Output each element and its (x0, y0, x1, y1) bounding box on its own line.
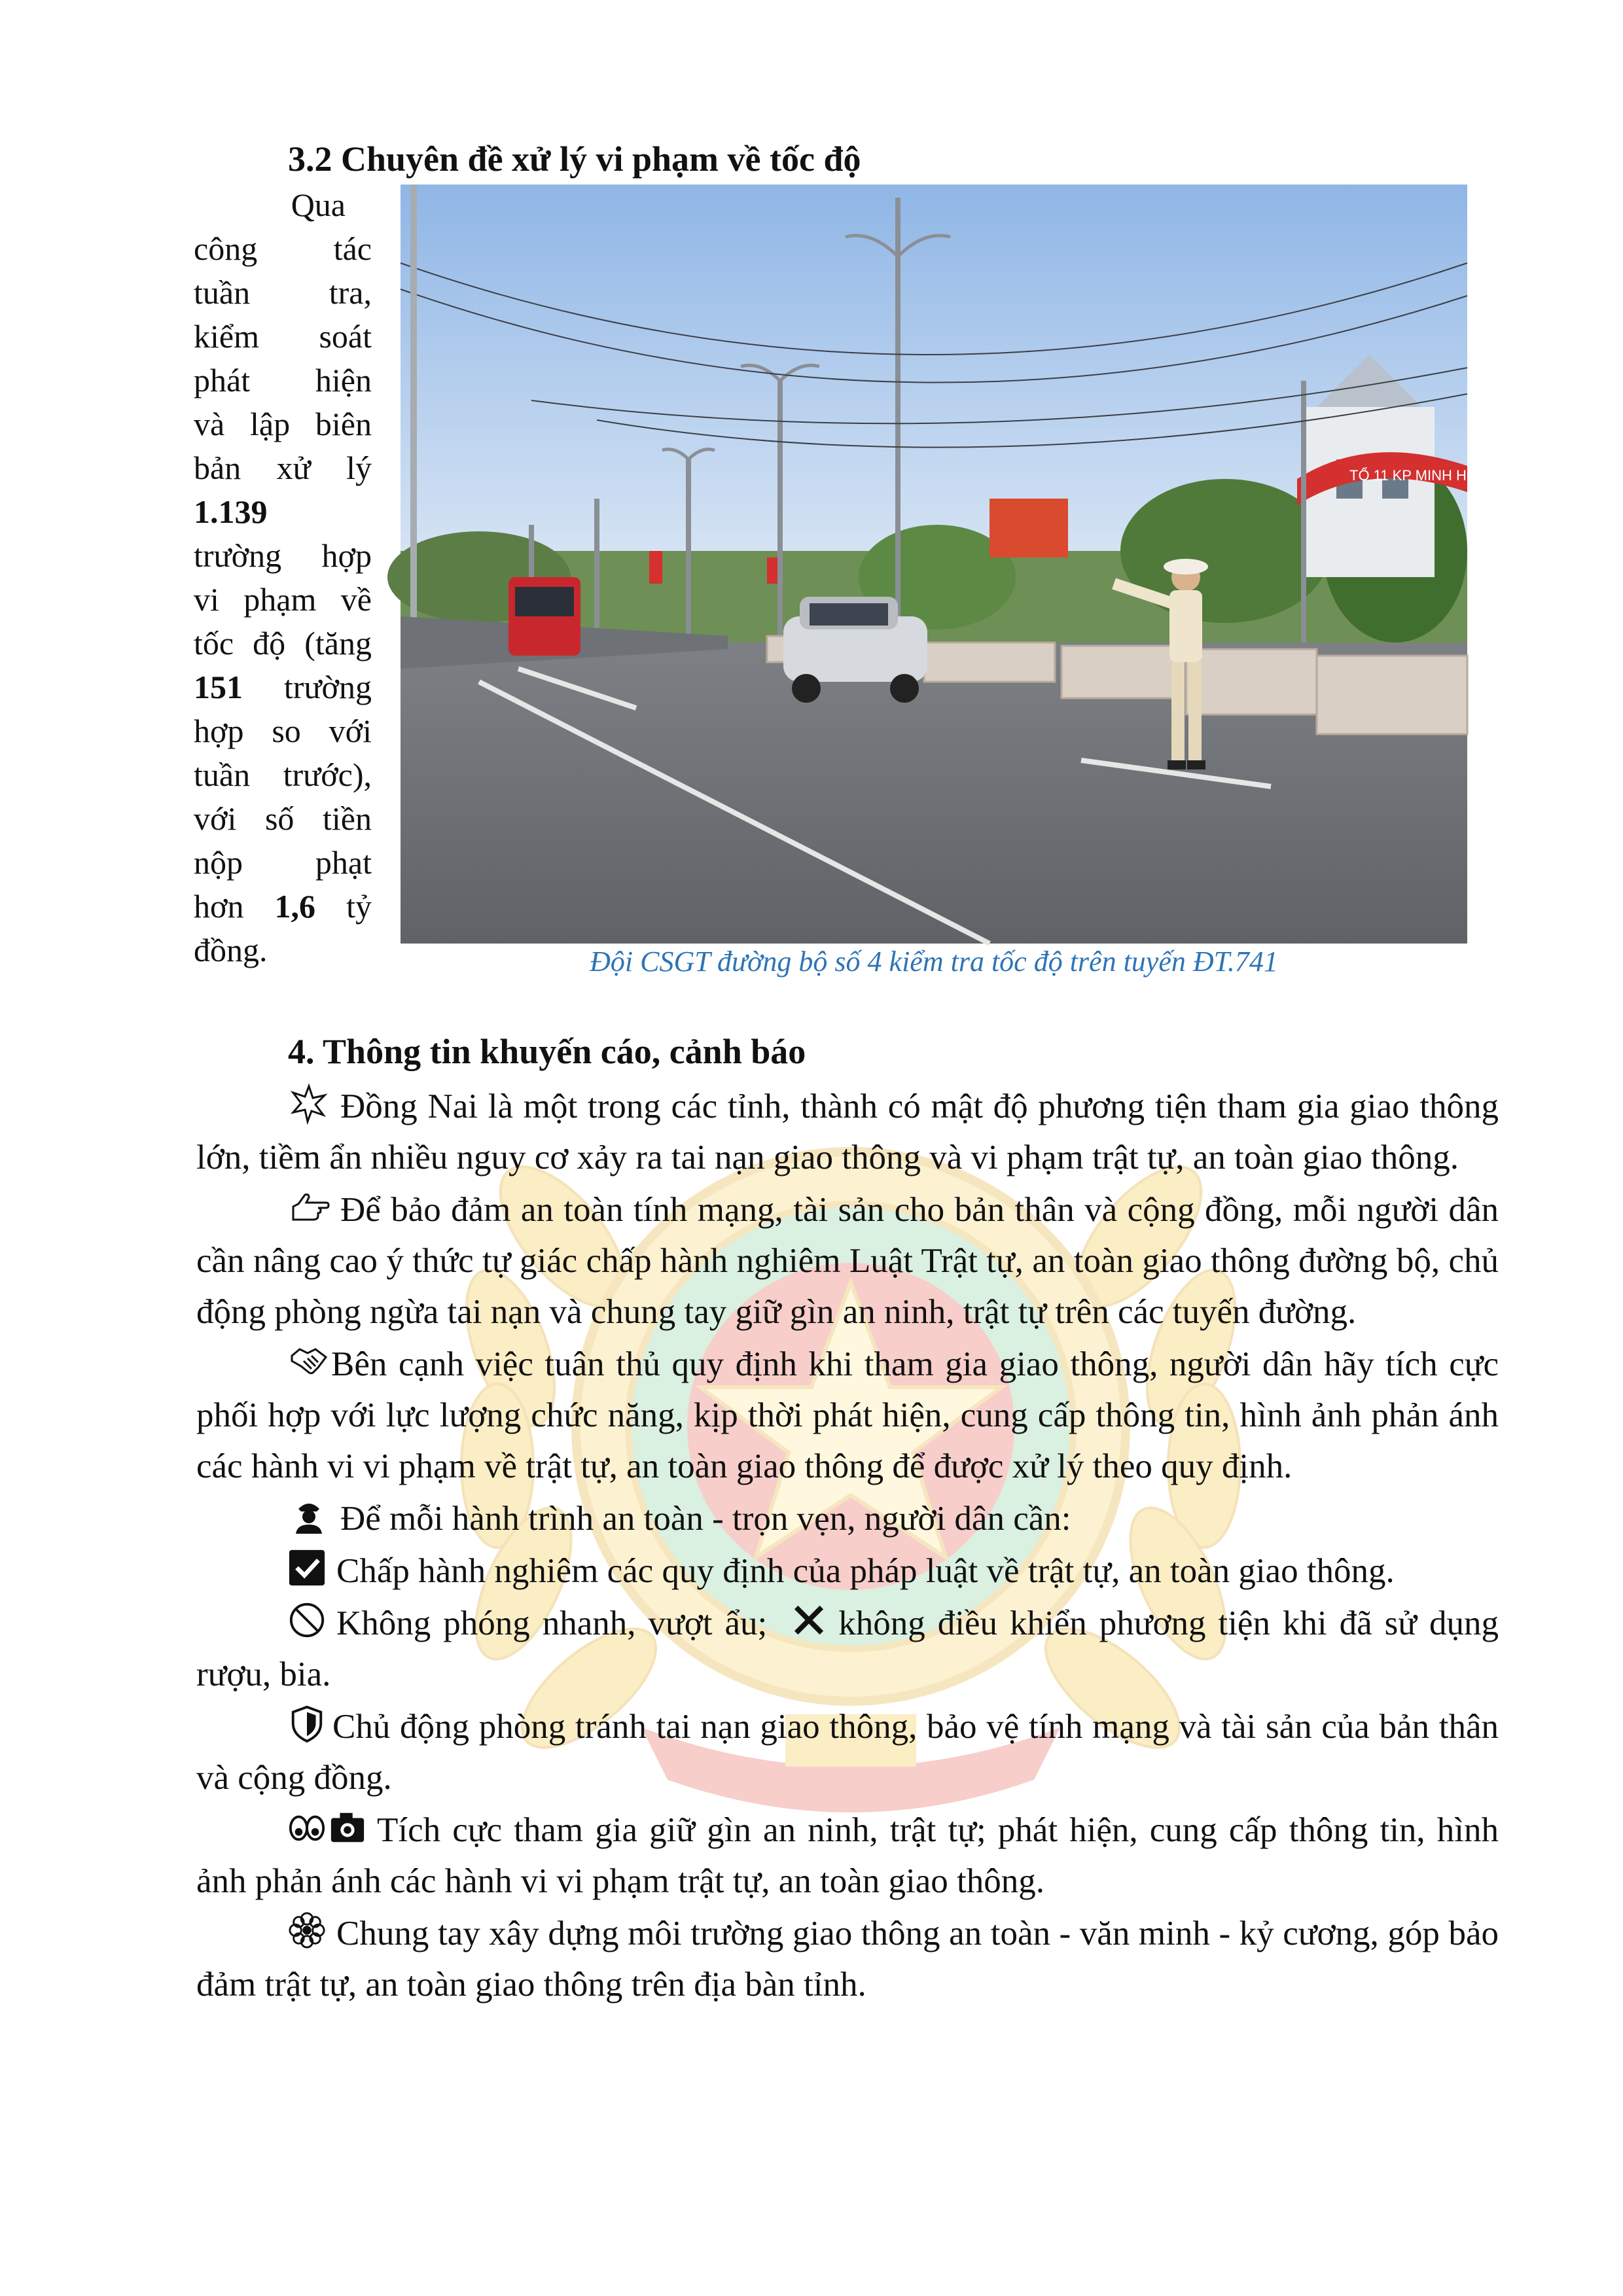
pointing-hand-icon (288, 1187, 330, 1226)
paragraph-text: Đồng Nai là một trong các tỉnh, thành có mật độ phương tiện tham gia giao thông lớn, tiềm ẩn nhiều nguy cơ xảy ra tai nạn giao thông và vi phạm trật tự, an toàn giao thông. (196, 1087, 1499, 1176)
cross-icon (790, 1600, 828, 1640)
handshake-icon (288, 1341, 330, 1381)
paragraph-text: Tích cực tham gia giữ gìn an ninh, trật tự; phát hiện, cung cấp thông tin, hình ảnh phản ánh các hành vi vi phạm trật tự, an toàn giao thông. (196, 1811, 1499, 1900)
advisory-paragraph (196, 1545, 1499, 1597)
sparkle-icon (288, 1084, 330, 1123)
flower-icon (288, 1911, 326, 1950)
summary-line: với số tiền (194, 800, 372, 837)
summary-line: công tác (194, 230, 372, 267)
advisory-paragraph (196, 1701, 1499, 1803)
summary-line-bold: 1.139 (194, 493, 268, 530)
paragraph-text: Để bảo đảm an toàn tính mạng, tài sản cho bản thân và cộng đồng, mỗi người dân cần nâng cao ý thức tự giác chấp hành nghiêm Luật Trật tự, an toàn giao thông đường bộ, chủ động phòng ngừa tai nạn và chung tay giữ gìn an ninh, trật tự trên các tuyến đường. (196, 1191, 1499, 1331)
paragraph-text: Bên cạnh việc tuân thủ quy định khi tham gia giao thông, người dân hãy tích cực phối hợp với lực lượng chức năng, kịp thời phát hiện, cung cấp thông tin, hình ảnh phản ánh các hành vi vi phạm về trật tự, an toàn giao thông để được xử lý theo quy định. (196, 1345, 1499, 1485)
summary-line: vi phạm về (194, 581, 372, 618)
shield-icon (288, 1704, 326, 1743)
advisory-body (196, 1081, 1499, 2010)
photo-caption: Đội CSGT đường bộ số 4 kiểm tra tốc độ trên tuyến ĐT.741 (590, 945, 1278, 978)
summary-line: 151 trường (194, 669, 372, 705)
section-4-heading: 4. Thông tin khuyến cáo, cảnh báo (288, 1032, 806, 1071)
paragraph-text: Chủ động phòng tránh tai nạn giao thông, bảo vệ tính mạng và tài sản của bản thân và cộng đồng. (196, 1708, 1499, 1797)
traffic-police-icon (288, 1496, 330, 1535)
summary-line: tốc độ (tăng (194, 625, 372, 662)
no-entry-icon (288, 1600, 326, 1640)
section-3-2-heading: 3.2 Chuyên đề xử lý vi phạm về tốc độ (288, 139, 861, 179)
advisory-paragraph (196, 1081, 1499, 1183)
banner-text: TỔ 11 KP MINH HÒA (1349, 467, 1488, 484)
summary-line: Qua (291, 186, 346, 223)
summary-line: kiểm soát (194, 318, 372, 355)
check-box-icon (288, 1548, 326, 1587)
advisory-paragraph (196, 1184, 1499, 1337)
paragraph-text-2: không điều khiển phương tiện khi đã sử dụng rượu, bia. (196, 1604, 1499, 1693)
advisory-paragraph (196, 1493, 1499, 1544)
summary-line: bản xử lý (194, 450, 372, 486)
paragraph-text: Không phóng nhanh, vượt ẩu; (336, 1604, 768, 1642)
traffic-police-photo (401, 185, 1488, 944)
paragraph-text: Chung tay xây dựng môi trường giao thông an toàn - văn minh - kỷ cương, góp bảo đảm trật tự, an toàn giao thông trên địa bàn tỉnh. (196, 1915, 1499, 2004)
summary-line: tuần tra, (194, 274, 372, 311)
summary-line: phát hiện (194, 362, 372, 398)
paragraph-text: Chấp hành nghiêm các quy định của pháp luật về trật tự, an toàn giao thông. (336, 1552, 1395, 1590)
advisory-paragraph (196, 1339, 1499, 1492)
advisory-paragraph (196, 1598, 1499, 1700)
advisory-paragraph (196, 1908, 1499, 2010)
camera-icon (329, 1807, 366, 1846)
eyes-icon (288, 1807, 326, 1846)
paragraph-text: Để mỗi hành trình an toàn - trọn vẹn, người dân cần: (340, 1500, 1071, 1538)
summary-line: tuần trước), (194, 756, 372, 793)
summary-line: hợp so với (194, 713, 372, 749)
summary-line: hơn 1,6 tỷ (194, 888, 372, 925)
summary-line: nộp phạt (194, 844, 372, 881)
advisory-paragraph (196, 1805, 1499, 1907)
summary-line: và lập biên (194, 406, 372, 442)
summary-line: đồng. (194, 932, 268, 968)
speed-violation-summary (194, 183, 372, 972)
summary-line: trường hợp (194, 537, 372, 574)
